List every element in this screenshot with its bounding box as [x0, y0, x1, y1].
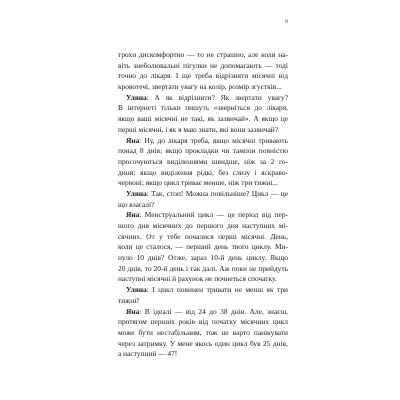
- dialogue-line: [118, 307, 288, 318]
- line-text: дини; якщо виділення рідкі, без слизу і яскраво-: [118, 167, 288, 177]
- line-text: тижні?: [118, 295, 140, 305]
- text-line: [118, 264, 288, 275]
- speaker-name: Яна: [126, 135, 140, 145]
- body-text: [118, 50, 288, 360]
- speaker-name: Уляна: [126, 285, 147, 295]
- text-line: [118, 317, 288, 328]
- text-line: [118, 61, 288, 72]
- text-line: [118, 296, 288, 307]
- speaker-name: Яна: [126, 306, 140, 316]
- line-text: що взагалі?: [118, 199, 155, 209]
- line-text: якщо ваші місячні не такі, як зазвичай». А якщо це: [118, 114, 288, 124]
- speaker-name: Уляна: [126, 92, 147, 102]
- line-text: : Менструальний цикл — це період від пер-: [139, 210, 288, 220]
- text-line: [118, 103, 288, 114]
- speaker-name: Уляна: [126, 188, 147, 198]
- text-line: [118, 339, 288, 350]
- line-text: В інтернеті тільки пишуть «зверніться до лікаря,: [118, 103, 288, 113]
- line-text: віть знеболювальні пігулки не допомагають — тоді: [118, 60, 288, 70]
- dialogue-line: [118, 210, 288, 221]
- line-text: : І цикл повинен тривати не менш як три: [146, 285, 288, 295]
- line-text: наступні місячні й рахунок не почнеться спочатку.: [118, 274, 277, 284]
- line-text: : Так, стоп! Можна повільніше? Цикл — це: [146, 188, 288, 198]
- line-text: сячних. От у тебе почалися перші місячні. День,: [118, 231, 288, 241]
- line-text: червоні; якщо цикл триває менше, ніж три тижні...: [118, 178, 278, 188]
- line-text: 20 днів, то 20-й день і так далі. Аж поки не прийдуть: [118, 263, 288, 273]
- text-line: [118, 125, 288, 136]
- page-number: 9: [284, 19, 288, 25]
- dialogue-line: [118, 285, 288, 296]
- line-text: трохи дискомфортно — то не страшно, але коли на-: [118, 50, 288, 59]
- text-line: [118, 114, 288, 125]
- text-line: [118, 274, 288, 285]
- line-text: а наступний — 47!: [118, 349, 178, 359]
- speaker-name: Яна: [126, 210, 140, 220]
- dialogue-line: [118, 136, 288, 147]
- line-text: : В ідеалі — від 24 до 38 днів. Але, знаєш,: [139, 306, 288, 316]
- text-line: [118, 349, 288, 360]
- line-text: через затримку. У мене якось один цикл був 25 днів,: [118, 338, 288, 348]
- line-text: може бути нестабільним, тож не варто панікувати: [118, 327, 288, 337]
- text-line: [118, 328, 288, 339]
- dialogue-line: [118, 93, 288, 104]
- line-text: протягом перших років від початку місячних цикл: [118, 317, 288, 327]
- text-line: [118, 168, 288, 179]
- line-text: : А як відрізнити? Як звертати увагу?: [146, 92, 288, 102]
- text-line: [118, 200, 288, 211]
- text-line: [118, 221, 288, 232]
- dialogue-line: [118, 189, 288, 200]
- line-text: просочуються виділеннями швидше, ніж за 2 го-: [118, 156, 288, 166]
- text-line: [118, 232, 288, 243]
- text-line: [118, 71, 288, 82]
- text-line: [118, 242, 288, 253]
- text-line: [118, 146, 288, 157]
- text-line: [118, 82, 288, 93]
- text-line: [118, 178, 288, 189]
- line-text: шого дня місячних до першого дня наступних мі-: [118, 221, 288, 230]
- text-line: [118, 50, 288, 61]
- line-text: точно до лікаря. І ще треба відрізняти місячні від: [118, 71, 288, 81]
- line-text: коли це сталося, — перший день твого циклу. Ми-: [118, 242, 288, 252]
- line-text: : Ну, до лікаря треба, якщо місячні тривають: [139, 135, 288, 145]
- text-line: [118, 157, 288, 168]
- line-text: нуло 10 днів? Отже, зараз 10-й день циклу. Якщо: [118, 253, 288, 263]
- line-text: понад 8 днів; якщо прокладки чи тампон повністю: [118, 146, 288, 156]
- line-text: перші місячні, і як я маю знати, які вони зазвичай?: [118, 124, 279, 134]
- line-text: кровотечі, звертати увагу на колір, розмір згустків...: [118, 82, 282, 92]
- text-line: [118, 253, 288, 264]
